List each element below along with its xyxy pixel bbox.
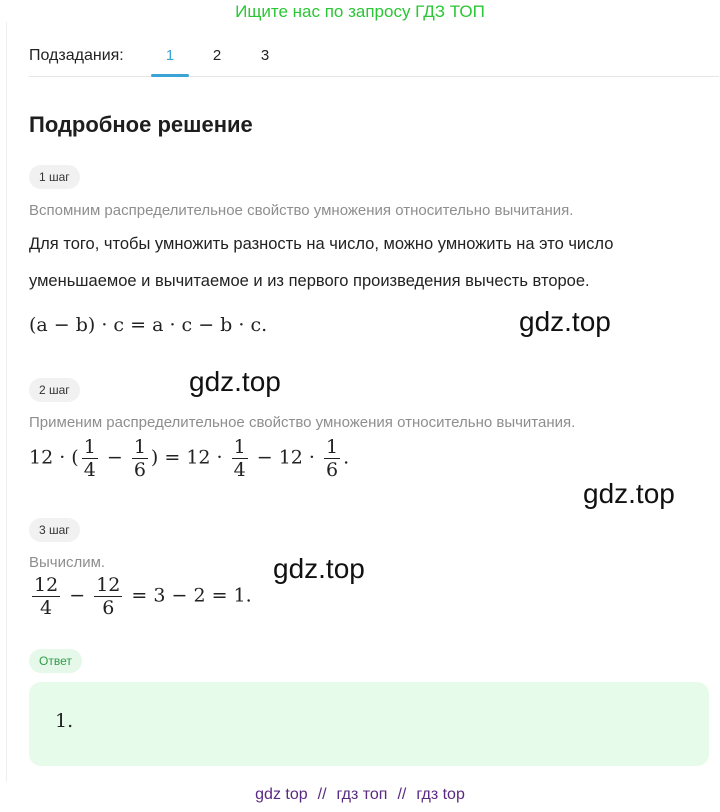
step-1-text-line-2: уменьшаемое и вычитаемое и из первого произведения вычесть второе. <box>29 272 590 290</box>
formula-text: ) = 12 · <box>150 446 229 469</box>
step-3-formula <box>29 574 252 619</box>
section-title: Подробное решение <box>29 112 253 137</box>
fraction-denominator: 4 <box>83 459 96 481</box>
fraction-denominator: 6 <box>102 597 115 619</box>
tab-subtask-3[interactable]: 3 <box>260 47 270 64</box>
step-1-formula: (a − b) · c = a · c − b · c. <box>29 314 268 336</box>
footer-separator: // <box>397 786 407 803</box>
fraction-numerator: 1 <box>326 436 339 458</box>
fraction-numerator: 1 <box>233 436 246 458</box>
watermark: gdz.top <box>273 553 365 584</box>
answer-value: 1. <box>55 710 74 732</box>
step-1-hint: Вспомним распределительное свойство умножения относительно вычитания. <box>29 202 574 219</box>
step-2-formula <box>29 436 349 481</box>
footer-link-gdz-top-ru[interactable]: гдз топ <box>336 786 388 803</box>
formula-text: = 3 − 2 = 1. <box>125 584 252 607</box>
watermark: gdz.top <box>583 478 675 509</box>
fraction-numerator: 1 <box>133 436 146 458</box>
step-1-text-line-1: Для того, чтобы умножить разность на число, можно умножить на это число <box>29 235 614 253</box>
step-2-badge: 2 шаг <box>29 378 80 402</box>
fraction <box>94 574 122 619</box>
subtasks-label: Подзадания: <box>29 47 124 64</box>
footer-separator: // <box>317 786 327 803</box>
fraction-numerator: 1 <box>83 436 96 458</box>
fraction <box>132 436 148 481</box>
solution-card <box>6 22 717 782</box>
formula-text: . <box>343 446 350 469</box>
tab-subtask-1[interactable]: 1 <box>165 47 175 64</box>
step-3-badge: 3 шаг <box>29 518 80 542</box>
formula-text: − <box>100 446 129 469</box>
answer-badge: Ответ <box>29 649 82 673</box>
fraction-denominator: 4 <box>40 597 53 619</box>
fraction <box>324 436 340 481</box>
fraction <box>82 436 98 481</box>
fraction <box>232 436 248 481</box>
subtasks-tabs <box>29 46 719 77</box>
step-1-badge: 1 шаг <box>29 165 80 189</box>
fraction-denominator: 4 <box>233 459 246 481</box>
tab-subtask-2[interactable]: 2 <box>212 47 222 64</box>
formula-text: 12 · ( <box>29 446 79 469</box>
fraction <box>32 574 60 619</box>
fraction-numerator: 12 <box>96 574 121 596</box>
watermark: gdz.top <box>189 366 281 397</box>
active-tab-indicator <box>151 74 189 77</box>
footer-link-gdz-top[interactable]: gdz top <box>255 786 308 803</box>
step-3-hint: Вычислим. <box>29 554 106 571</box>
footer-links <box>0 786 720 804</box>
fraction-numerator: 12 <box>34 574 59 596</box>
answer-box <box>29 682 709 766</box>
footer-link-gdz-top-mixed[interactable]: гдз top <box>416 786 465 803</box>
fraction-denominator: 6 <box>133 459 146 481</box>
formula-text: − 12 · <box>250 446 322 469</box>
step-2-hint: Применим распределительное свойство умножения относительно вычитания. <box>29 414 576 431</box>
search-banner: Ищите нас по запросу ГДЗ ТОП <box>235 2 485 21</box>
watermark: gdz.top <box>519 306 611 337</box>
formula-text: − <box>63 584 92 607</box>
fraction-denominator: 6 <box>326 459 339 481</box>
